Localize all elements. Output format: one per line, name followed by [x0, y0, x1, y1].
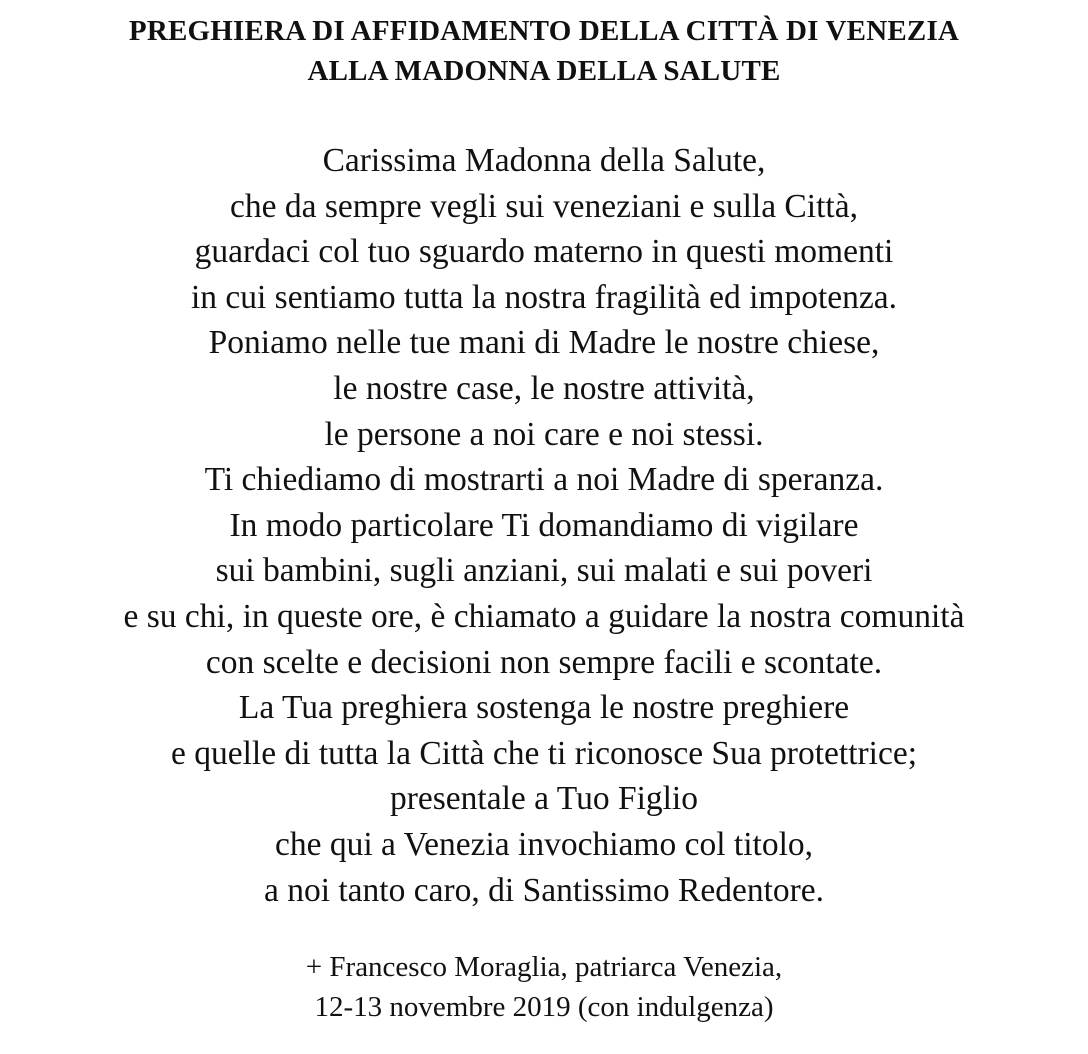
- prayer-line: le persone a noi care e noi stessi.: [324, 415, 764, 453]
- signature-author: + Francesco Moraglia, patriarca Venezia,: [305, 951, 783, 983]
- prayer-line: in cui sentiamo tutta la nostra fragilità ed impotenza.: [190, 278, 898, 316]
- prayer-text: [0, 138, 1088, 913]
- prayer-line: La Tua preghiera sostenga le nostre preghiere: [238, 689, 850, 727]
- prayer-line: presentale a Tuo Figlio: [389, 780, 698, 818]
- prayer-line: a noi tanto caro, di Santissimo Redentore.: [263, 871, 825, 909]
- prayer-line: che da sempre vegli sui veneziani e sulla Città,: [230, 187, 858, 225]
- document-title-line-1: PREGHIERA DI AFFIDAMENTO DELLA CITTÀ DI VENEZIA: [128, 15, 960, 47]
- prayer-line: sui bambini, sugli anziani, sui malati e sui poveri: [215, 552, 873, 590]
- prayer-line: che qui a Venezia invochiamo col titolo,: [274, 825, 813, 863]
- prayer-line: guardaci col tuo sguardo materno in questi momenti: [194, 233, 894, 271]
- prayer-line: e su chi, in queste ore, è chiamato a guidare la nostra comunità: [123, 597, 965, 635]
- prayer-line: e quelle di tutta la Città che ti riconosce Sua protettrice;: [170, 734, 918, 772]
- prayer-line: le nostre case, le nostre attività,: [333, 369, 755, 407]
- signature-date: 12-13 novembre 2019 (con indulgenza): [314, 991, 774, 1023]
- prayer-line: Poniamo nelle tue mani di Madre le nostre chiese,: [208, 324, 880, 362]
- prayer-line: con scelte e decisioni non sempre facili e scontate.: [205, 643, 883, 681]
- prayer-line: Ti chiediamo di mostrarti a noi Madre di speranza.: [204, 461, 884, 499]
- prayer-line: Carissima Madonna della Salute,: [322, 142, 766, 179]
- document-title-line-2: ALLA MADONNA DELLA SALUTE: [307, 55, 781, 87]
- prayer-line: In modo particolare Ti domandiamo di vigilare: [229, 506, 859, 544]
